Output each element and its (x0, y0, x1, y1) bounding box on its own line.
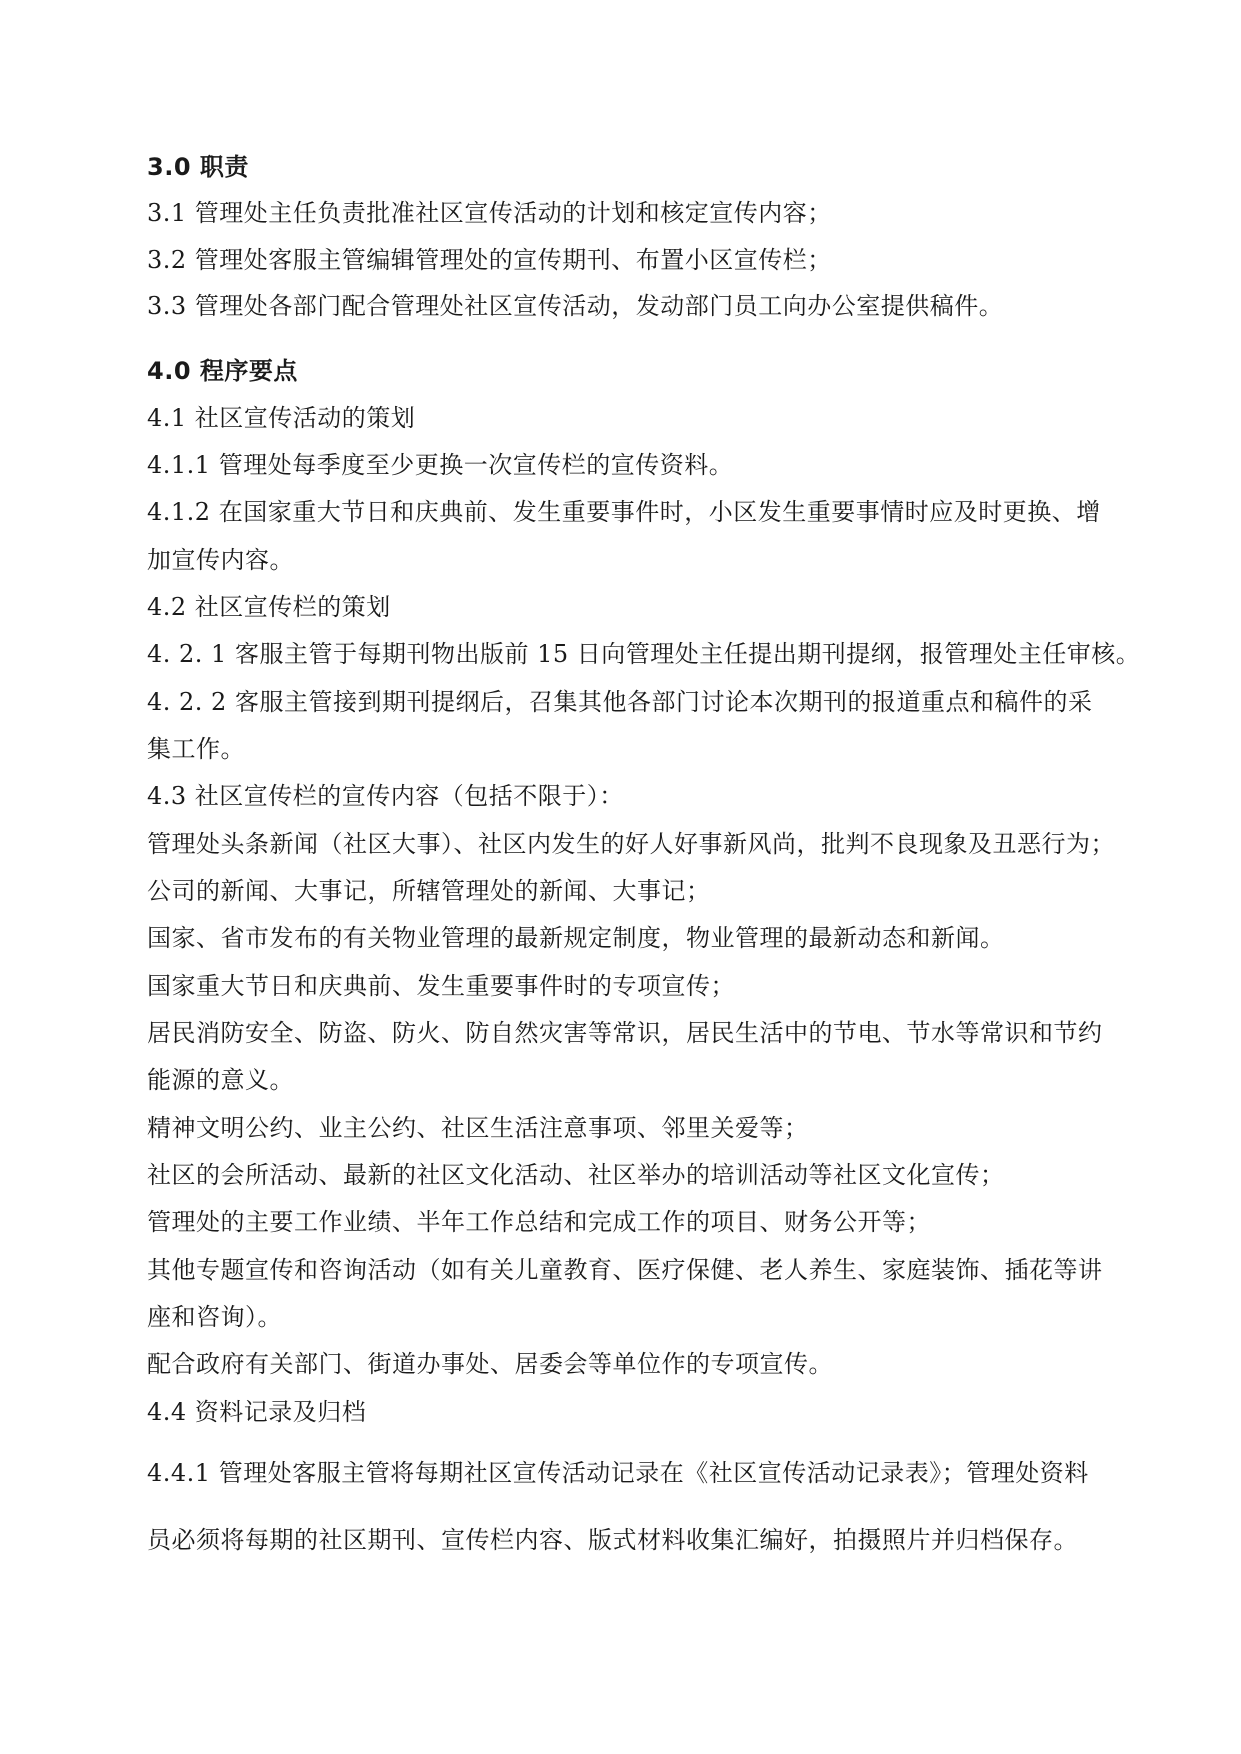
text-line: 4.1.1 管理处每季度至少更换一次宣传栏的宣传资料。 (147, 451, 734, 479)
text-line: 公司的新闻、大事记，所辖管理处的新闻、大事记； (147, 877, 711, 905)
text-line: 管理处的主要工作业绩、半年工作总结和完成工作的项目、财务公开等； (147, 1208, 931, 1236)
text-line: 4.4 资料记录及归档 (147, 1398, 367, 1426)
text-line: 座和咨询）。 (147, 1303, 282, 1331)
text-line: 4.2 社区宣传栏的策划 (147, 593, 391, 621)
text-line: 加宣传内容。 (147, 546, 294, 574)
text-line: 4. 2. 1 客服主管于每期刊物出版前 15 日向管理处主任提出期刊提纲，报管理处主任审核。 (147, 640, 1141, 668)
text-line: 居民消防安全、防盗、防火、防自然灾害等常识，居民生活中的节电、节水等常识和节约 (147, 1019, 1103, 1047)
text-line: 集工作。 (147, 735, 245, 763)
section-heading-4: 4.0 程序要点 (147, 357, 298, 385)
text-line: 4.3 社区宣传栏的宣传内容（包括不限于）： (147, 782, 624, 810)
text-line: 精神文明公约、业主公约、社区生活注意事项、邻里关爱等； (147, 1114, 809, 1142)
text-line: 4. 2. 2 客服主管接到期刊提纲后，召集其他各部门讨论本次期刊的报道重点和稿件的采 (147, 688, 1093, 716)
text-line: 3.1 管理处主任负责批准社区宣传活动的计划和核定宣传内容； (147, 199, 832, 227)
text-line: 其他专题宣传和咨询活动（如有关儿童教育、医疗保健、老人养生、家庭装饰、插花等讲 (147, 1256, 1103, 1284)
text-line: 国家重大节日和庆典前、发生重要事件时的专项宣传； (147, 972, 735, 1000)
text-line: 员必须将每期的社区期刊、宣传栏内容、版式材料收集汇编好，拍摄照片并归档保存。 (147, 1526, 1078, 1554)
text-line: 社区的会所活动、最新的社区文化活动、社区举办的培训活动等社区文化宣传； (147, 1161, 1005, 1189)
text-line: 管理处头条新闻（社区大事）、社区内发生的好人好事新风尚，批判不良现象及丑恶行为； (147, 830, 1115, 858)
text-line: 3.3 管理处各部门配合管理处社区宣传活动，发动部门员工向办公室提供稿件。 (147, 292, 1004, 320)
text-line: 能源的意义。 (147, 1066, 294, 1094)
text-line: 4.4.1 管理处客服主管将每期社区宣传活动记录在《社区宣传活动记录表》；管理处资料 (147, 1459, 1089, 1487)
text-line: 4.1.2 在国家重大节日和庆典前、发生重要事件时，小区发生重要事情时应及时更换、增 (147, 498, 1101, 526)
section-heading-3: 3.0 职责 (147, 153, 249, 181)
text-line: 4.1 社区宣传活动的策划 (147, 404, 416, 432)
text-line: 配合政府有关部门、街道办事处、居委会等单位作的专项宣传。 (147, 1350, 833, 1378)
text-line: 3.2 管理处客服主管编辑管理处的宣传期刊、布置小区宣传栏； (147, 246, 832, 274)
text-line: 国家、省市发布的有关物业管理的最新规定制度，物业管理的最新动态和新闻。 (147, 924, 1005, 952)
